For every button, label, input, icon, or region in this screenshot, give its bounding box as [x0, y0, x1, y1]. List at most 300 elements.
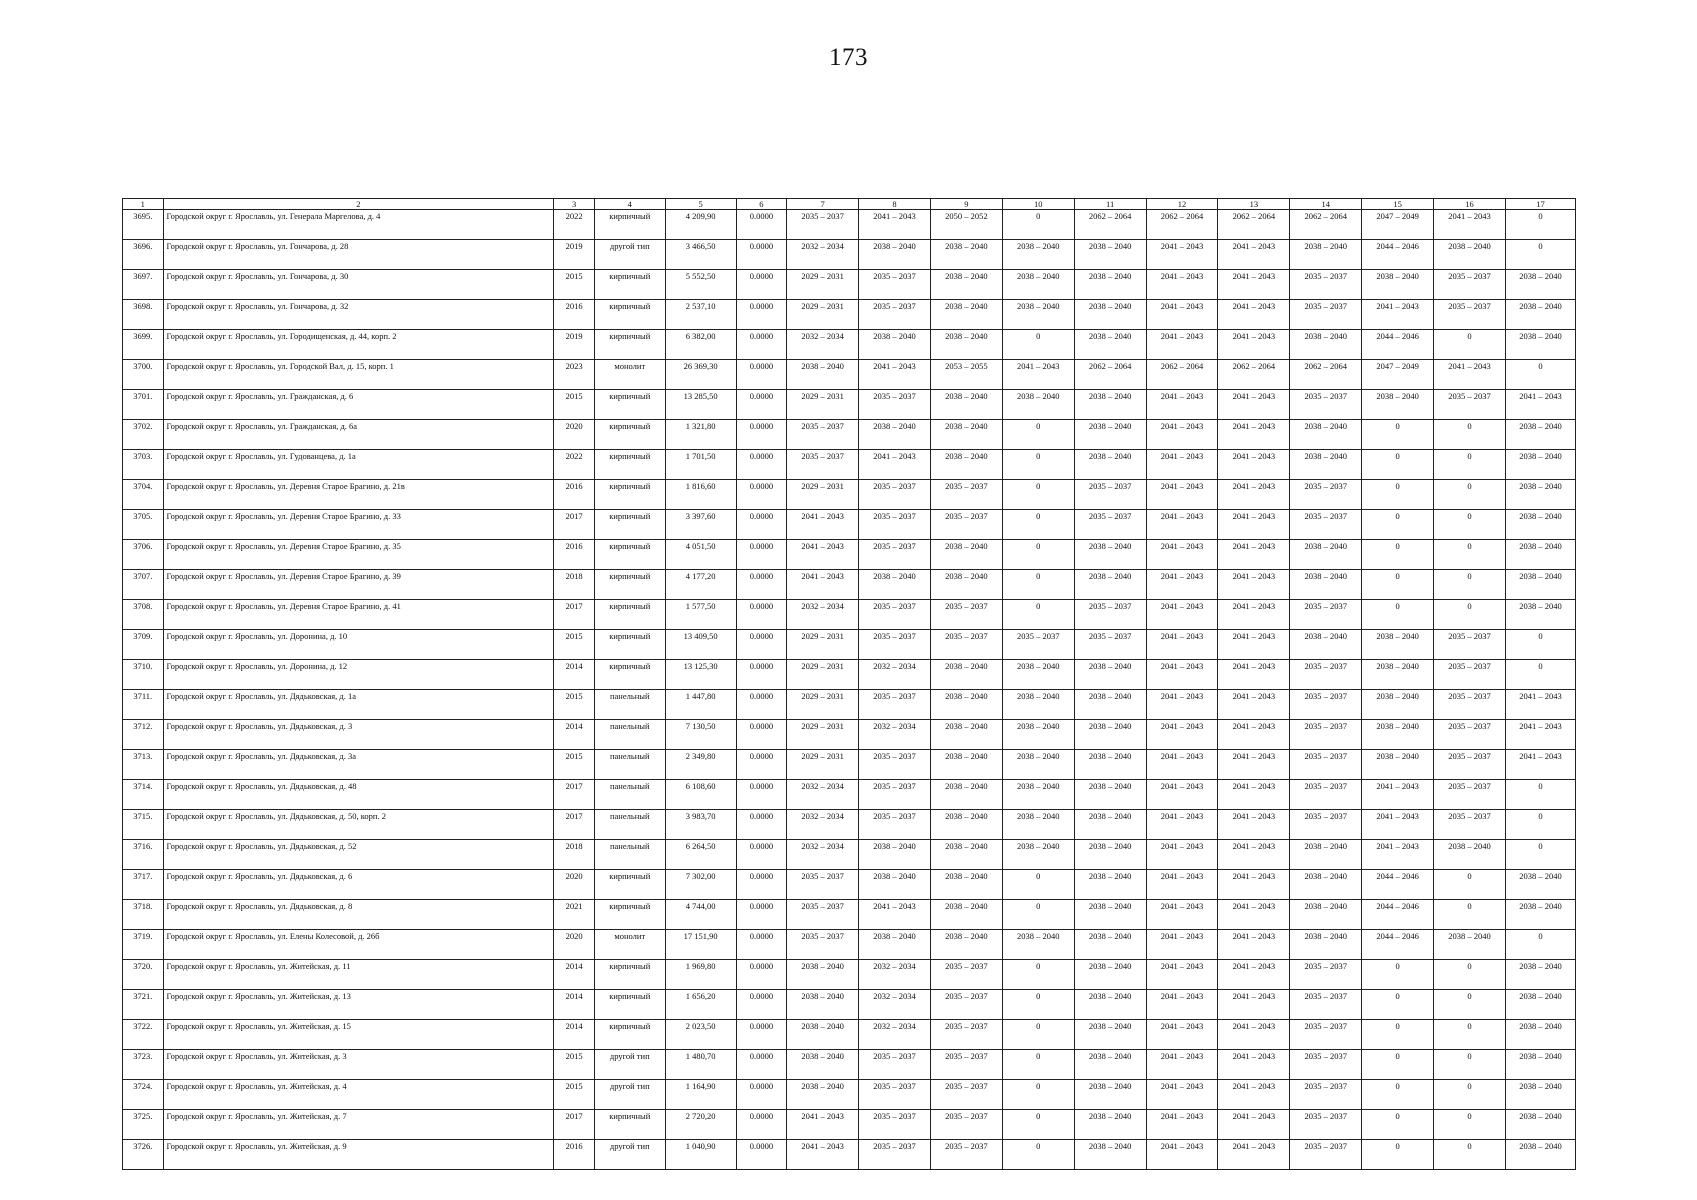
table-cell: 2038 – 2040 — [1434, 840, 1506, 870]
table-cell: 2041 – 2043 — [1434, 360, 1506, 390]
table-cell: 2038 – 2040 — [787, 1080, 859, 1110]
table-cell: 1 656,20 — [665, 990, 736, 1020]
table-cell: 0.0000 — [736, 540, 787, 570]
table-cell: 2038 – 2040 — [859, 870, 931, 900]
table-cell: 2038 – 2040 — [1074, 270, 1146, 300]
table-cell: 2041 – 2043 — [1146, 330, 1218, 360]
table-cell: 2019 — [554, 240, 595, 270]
table-cell: 2038 – 2040 — [1002, 810, 1074, 840]
table-cell: 2035 – 2037 — [1290, 1140, 1362, 1170]
address-cell: Городской округ г. Ярославль, ул. Житейская, д. 13 — [163, 990, 554, 1020]
table-cell: 0.0000 — [736, 1050, 787, 1080]
table-cell: 4 051,50 — [665, 540, 736, 570]
table-cell: 2017 — [554, 600, 595, 630]
table-cell: 2041 – 2043 — [859, 900, 931, 930]
table-cell: 2014 — [554, 960, 595, 990]
table-cell: 0 — [1362, 990, 1434, 1020]
table-cell: 2041 – 2043 — [1505, 390, 1575, 420]
table-cell: 0 — [1362, 570, 1434, 600]
table-row — [123, 360, 1576, 390]
table-cell: 2062 – 2064 — [1074, 210, 1146, 240]
table-cell: 2038 – 2040 — [1290, 570, 1362, 600]
table-row — [123, 660, 1576, 690]
row-number-cell: 3723. — [123, 1050, 164, 1080]
table-cell: 0 — [1002, 1110, 1074, 1140]
table-cell: 2038 – 2040 — [787, 990, 859, 1020]
address-cell: Городской округ г. Ярославль, ул. Дядьковская, д. 52 — [163, 840, 554, 870]
table-cell: 2041 – 2043 — [1146, 870, 1218, 900]
row-number-cell: 3714. — [123, 780, 164, 810]
table-cell: 2035 – 2037 — [1290, 750, 1362, 780]
table-cell: 2041 – 2043 — [1146, 990, 1218, 1020]
table-cell: 2016 — [554, 480, 595, 510]
table-cell: 2035 – 2037 — [1290, 510, 1362, 540]
table-cell: 2038 – 2040 — [1290, 420, 1362, 450]
table-cell: 2038 – 2040 — [1362, 750, 1434, 780]
table-cell: 0.0000 — [736, 630, 787, 660]
row-number-cell: 3715. — [123, 810, 164, 840]
table-cell: 0.0000 — [736, 780, 787, 810]
table-cell: кирпичный — [594, 900, 665, 930]
table-cell: 2022 — [554, 210, 595, 240]
column-header-17: 17 — [1505, 199, 1575, 210]
table-cell: 2017 — [554, 1110, 595, 1140]
table-cell: 2038 – 2040 — [1074, 240, 1146, 270]
table-cell: 2041 – 2043 — [1146, 1050, 1218, 1080]
table-cell: 4 744,00 — [665, 900, 736, 930]
table-cell: 0 — [1002, 1140, 1074, 1170]
table-cell: 2041 – 2043 — [1218, 630, 1290, 660]
table-row — [123, 240, 1576, 270]
table-row — [123, 210, 1576, 240]
table-cell: 2035 – 2037 — [1434, 780, 1506, 810]
table-cell: 2038 – 2040 — [1290, 540, 1362, 570]
table-cell: 2038 – 2040 — [1290, 930, 1362, 960]
table-cell: 2035 – 2037 — [859, 1080, 931, 1110]
table-row — [123, 810, 1576, 840]
table-cell: 0.0000 — [736, 750, 787, 780]
table-cell: кирпичный — [594, 300, 665, 330]
table-cell: 2029 – 2031 — [787, 660, 859, 690]
table-cell: 0.0000 — [736, 870, 787, 900]
table-cell: 0 — [1434, 1020, 1506, 1050]
table-cell: 13 125,30 — [665, 660, 736, 690]
table-cell: 7 130,50 — [665, 720, 736, 750]
table-cell: 2015 — [554, 270, 595, 300]
row-number-cell: 3702. — [123, 420, 164, 450]
table-cell: 2015 — [554, 1050, 595, 1080]
address-cell: Городской округ г. Ярославль, ул. Генерала Маргелова, д. 4 — [163, 210, 554, 240]
row-number-cell: 3717. — [123, 870, 164, 900]
table-row — [123, 390, 1576, 420]
table-cell: 7 302,00 — [665, 870, 736, 900]
table-cell: 2017 — [554, 510, 595, 540]
table-cell: 0.0000 — [736, 390, 787, 420]
table-cell: 2038 – 2040 — [1074, 660, 1146, 690]
table-cell: 2038 – 2040 — [1505, 960, 1575, 990]
table-cell: 2038 – 2040 — [787, 1050, 859, 1080]
table-cell: 2041 – 2043 — [1218, 510, 1290, 540]
table-row — [123, 570, 1576, 600]
table-cell: 2041 – 2043 — [1146, 1140, 1218, 1170]
table-cell: 2038 – 2040 — [1074, 870, 1146, 900]
table-cell: 2032 – 2034 — [859, 660, 931, 690]
table-body — [123, 210, 1576, 1170]
address-cell: Городской округ г. Ярославль, ул. Гончарова, д. 28 — [163, 240, 554, 270]
table-cell: 2062 – 2064 — [1290, 210, 1362, 240]
table-cell: 2035 – 2037 — [930, 630, 1002, 660]
table-cell: 2041 – 2043 — [1146, 960, 1218, 990]
table-cell: 2041 – 2043 — [1218, 1080, 1290, 1110]
table-cell: кирпичный — [594, 420, 665, 450]
table-cell: 0 — [1002, 570, 1074, 600]
table-cell: 0 — [1434, 990, 1506, 1020]
table-cell: 0 — [1434, 1050, 1506, 1080]
table-cell: 2038 – 2040 — [1074, 900, 1146, 930]
table-cell: 0 — [1434, 600, 1506, 630]
table-cell: 2015 — [554, 390, 595, 420]
table-cell: 0.0000 — [736, 360, 787, 390]
table-cell: 2032 – 2034 — [859, 1020, 931, 1050]
table-cell: 1 969,80 — [665, 960, 736, 990]
table-cell: 2014 — [554, 990, 595, 1020]
table-cell: 2041 – 2043 — [1218, 270, 1290, 300]
table-cell: 2038 – 2040 — [1074, 720, 1146, 750]
table-cell: 2038 – 2040 — [1074, 390, 1146, 420]
table-cell: 2035 – 2037 — [930, 990, 1002, 1020]
row-number-cell: 3698. — [123, 300, 164, 330]
table-row — [123, 450, 1576, 480]
table-cell: 2038 – 2040 — [1074, 1110, 1146, 1140]
table-cell: 4 209,90 — [665, 210, 736, 240]
table-cell: 2041 – 2043 — [1218, 390, 1290, 420]
table-cell: 2035 – 2037 — [930, 960, 1002, 990]
address-cell: Городской округ г. Ярославль, ул. Деревня Старое Брагино, д. 21в — [163, 480, 554, 510]
table-cell: 2038 – 2040 — [930, 900, 1002, 930]
table-cell: 2035 – 2037 — [1290, 690, 1362, 720]
table-cell: 2035 – 2037 — [787, 420, 859, 450]
table-cell: 2047 – 2049 — [1362, 210, 1434, 240]
table-row — [123, 330, 1576, 360]
table-cell: 2062 – 2064 — [1074, 360, 1146, 390]
table-cell: 2038 – 2040 — [1002, 720, 1074, 750]
row-number-cell: 3725. — [123, 1110, 164, 1140]
table-row — [123, 930, 1576, 960]
table-cell: 2041 – 2043 — [1146, 300, 1218, 330]
table-cell: 2038 – 2040 — [930, 780, 1002, 810]
table-cell: 2029 – 2031 — [787, 720, 859, 750]
column-header-6: 6 — [736, 199, 787, 210]
table-cell: 0 — [1002, 210, 1074, 240]
table-cell: 2032 – 2034 — [787, 330, 859, 360]
table-cell: 2044 – 2046 — [1362, 930, 1434, 960]
table-cell: 2035 – 2037 — [1290, 990, 1362, 1020]
table-row — [123, 690, 1576, 720]
table-cell: 0.0000 — [736, 660, 787, 690]
table-cell: кирпичный — [594, 210, 665, 240]
table-cell: 2035 – 2037 — [1290, 600, 1362, 630]
table-cell: 2041 – 2043 — [1218, 960, 1290, 990]
table-cell: 2038 – 2040 — [1002, 930, 1074, 960]
table-cell: 2035 – 2037 — [930, 1080, 1002, 1110]
table-cell: 2041 – 2043 — [787, 570, 859, 600]
address-cell: Городской округ г. Ярославль, ул. Житейская, д. 3 — [163, 1050, 554, 1080]
table-cell: 2038 – 2040 — [1074, 750, 1146, 780]
table-cell: 2035 – 2037 — [1074, 630, 1146, 660]
table-cell: 2035 – 2037 — [1074, 600, 1146, 630]
table-cell: 0 — [1505, 660, 1575, 690]
table-cell: 2038 – 2040 — [1074, 840, 1146, 870]
row-number-cell: 3719. — [123, 930, 164, 960]
address-cell: Городской округ г. Ярославль, ул. Дядьковская, д. 6 — [163, 870, 554, 900]
table-row — [123, 270, 1576, 300]
table-cell: кирпичный — [594, 660, 665, 690]
table-cell: 2041 – 2043 — [1146, 570, 1218, 600]
table-cell: 2032 – 2034 — [787, 240, 859, 270]
table-cell: 2041 – 2043 — [1218, 600, 1290, 630]
row-number-cell: 3711. — [123, 690, 164, 720]
table-cell: кирпичный — [594, 1110, 665, 1140]
table-cell: 2062 – 2064 — [1146, 210, 1218, 240]
table-cell: 0 — [1362, 1020, 1434, 1050]
table-cell: 2038 – 2040 — [859, 240, 931, 270]
table-cell: 0 — [1362, 420, 1434, 450]
column-header-16: 16 — [1434, 199, 1506, 210]
table-cell: 2038 – 2040 — [1074, 780, 1146, 810]
table-cell: панельный — [594, 720, 665, 750]
table-cell: 2062 – 2064 — [1218, 210, 1290, 240]
table-cell: 2038 – 2040 — [859, 420, 931, 450]
table-cell: 2038 – 2040 — [1505, 510, 1575, 540]
address-cell: Городской округ г. Ярославль, ул. Дядьковская, д. 3а — [163, 750, 554, 780]
table-cell: 2023 — [554, 360, 595, 390]
table-cell: 0 — [1434, 330, 1506, 360]
table-cell: 2018 — [554, 570, 595, 600]
table-cell: 0.0000 — [736, 690, 787, 720]
table-cell: кирпичный — [594, 480, 665, 510]
table-cell: 2041 – 2043 — [1218, 750, 1290, 780]
table-cell: 2041 – 2043 — [1218, 1050, 1290, 1080]
table-cell: 2038 – 2040 — [1002, 690, 1074, 720]
table-cell: 0 — [1434, 900, 1506, 930]
table-cell: 2041 – 2043 — [1218, 330, 1290, 360]
table-cell: 0 — [1362, 480, 1434, 510]
table-cell: 0 — [1434, 480, 1506, 510]
table-cell: 2038 – 2040 — [930, 270, 1002, 300]
row-number-cell: 3704. — [123, 480, 164, 510]
table-cell: 2 023,50 — [665, 1020, 736, 1050]
table-cell: 2041 – 2043 — [1434, 210, 1506, 240]
table-cell: 2035 – 2037 — [787, 930, 859, 960]
table-cell: 2038 – 2040 — [787, 1020, 859, 1050]
page-number: 173 — [829, 44, 868, 71]
table-cell: 2047 – 2049 — [1362, 360, 1434, 390]
table-cell: 2038 – 2040 — [930, 750, 1002, 780]
row-number-cell: 3726. — [123, 1140, 164, 1170]
table-cell: 2038 – 2040 — [1074, 450, 1146, 480]
row-number-cell: 3708. — [123, 600, 164, 630]
table-cell: 0 — [1434, 570, 1506, 600]
address-cell: Городской округ г. Ярославль, ул. Дядьковская, д. 50, корп. 2 — [163, 810, 554, 840]
table-cell: 2035 – 2037 — [1434, 270, 1506, 300]
address-cell: Городской округ г. Ярославль, ул. Дядьковская, д. 1а — [163, 690, 554, 720]
table-cell: 0 — [1505, 360, 1575, 390]
table-cell: 2041 – 2043 — [1218, 570, 1290, 600]
column-header-8: 8 — [859, 199, 931, 210]
table-cell: 2038 – 2040 — [930, 240, 1002, 270]
table-cell: 2035 – 2037 — [787, 210, 859, 240]
table-cell: 0.0000 — [736, 270, 787, 300]
table-cell: 2041 – 2043 — [1146, 840, 1218, 870]
table-cell: 2035 – 2037 — [930, 1050, 1002, 1080]
table-cell: 2041 – 2043 — [787, 1140, 859, 1170]
table-cell: 0 — [1434, 510, 1506, 540]
table-cell: 2020 — [554, 930, 595, 960]
table-cell: 0 — [1002, 1080, 1074, 1110]
table-cell: 0.0000 — [736, 1140, 787, 1170]
table-cell: 2038 – 2040 — [930, 300, 1002, 330]
table-cell: 0 — [1362, 960, 1434, 990]
row-number-cell: 3713. — [123, 750, 164, 780]
table-cell: 2038 – 2040 — [930, 540, 1002, 570]
table-row — [123, 840, 1576, 870]
table-cell: 2035 – 2037 — [859, 810, 931, 840]
address-cell: Городской округ г. Ярославль, ул. Житейская, д. 4 — [163, 1080, 554, 1110]
table-cell: 2035 – 2037 — [859, 630, 931, 660]
table-row — [123, 300, 1576, 330]
table-cell: 2032 – 2034 — [859, 960, 931, 990]
table-cell: 2041 – 2043 — [1218, 720, 1290, 750]
table-cell: 2041 – 2043 — [859, 450, 931, 480]
table-cell: 6 382,00 — [665, 330, 736, 360]
table-cell: 2035 – 2037 — [1290, 1080, 1362, 1110]
address-cell: Городской округ г. Ярославль, ул. Житейская, д. 11 — [163, 960, 554, 990]
table-cell: 0 — [1362, 450, 1434, 480]
table-cell: 2035 – 2037 — [1290, 1050, 1362, 1080]
table-cell: 2038 – 2040 — [787, 960, 859, 990]
table-cell: 0 — [1362, 1110, 1434, 1140]
table-cell: 2017 — [554, 810, 595, 840]
table-cell: 0 — [1002, 870, 1074, 900]
table-cell: 0 — [1505, 810, 1575, 840]
table-cell: панельный — [594, 780, 665, 810]
table-cell: 2044 – 2046 — [1362, 240, 1434, 270]
table-cell: 2041 – 2043 — [1218, 930, 1290, 960]
table-cell: 2041 – 2043 — [1218, 1020, 1290, 1050]
table-cell: 2038 – 2040 — [930, 450, 1002, 480]
table-cell: 2035 – 2037 — [859, 480, 931, 510]
table-cell: 2038 – 2040 — [1002, 240, 1074, 270]
table-cell: 2038 – 2040 — [859, 570, 931, 600]
table-cell: 2017 — [554, 780, 595, 810]
address-cell: Городской округ г. Ярославль, ул. Доронина, д. 12 — [163, 660, 554, 690]
table-cell: 0.0000 — [736, 600, 787, 630]
table-cell: 2035 – 2037 — [1002, 630, 1074, 660]
table-cell: панельный — [594, 840, 665, 870]
table-cell: 2041 – 2043 — [1146, 690, 1218, 720]
address-cell: Городской округ г. Ярославль, ул. Деревня Старое Брагино, д. 41 — [163, 600, 554, 630]
table-cell: 2032 – 2034 — [787, 600, 859, 630]
table-cell: 2041 – 2043 — [1146, 600, 1218, 630]
table-cell: 0.0000 — [736, 1080, 787, 1110]
table-cell: 2038 – 2040 — [1002, 780, 1074, 810]
table-cell: другой тип — [594, 1140, 665, 1170]
table-cell: 2035 – 2037 — [859, 690, 931, 720]
table-cell: 2041 – 2043 — [1218, 240, 1290, 270]
column-header-10: 10 — [1002, 199, 1074, 210]
table-cell: 2041 – 2043 — [1505, 750, 1575, 780]
table-cell: 2062 – 2064 — [1290, 360, 1362, 390]
table-cell: 6 264,50 — [665, 840, 736, 870]
table-cell: 0.0000 — [736, 570, 787, 600]
row-number-cell: 3703. — [123, 450, 164, 480]
table-cell: 0 — [1362, 1140, 1434, 1170]
table-cell: 1 164,90 — [665, 1080, 736, 1110]
table-cell: 2038 – 2040 — [1290, 870, 1362, 900]
table-cell: 2041 – 2043 — [1218, 900, 1290, 930]
table-cell: 1 447,80 — [665, 690, 736, 720]
table-row — [123, 420, 1576, 450]
table-cell: 2035 – 2037 — [1290, 960, 1362, 990]
table-cell: 2035 – 2037 — [1434, 660, 1506, 690]
table-cell: 2029 – 2031 — [787, 690, 859, 720]
table-cell: 2032 – 2034 — [787, 810, 859, 840]
table-cell: 2038 – 2040 — [1290, 450, 1362, 480]
table-cell: 26 369,30 — [665, 360, 736, 390]
table-cell: 2035 – 2037 — [1290, 660, 1362, 690]
table-cell: 0 — [1002, 600, 1074, 630]
table-cell: 2038 – 2040 — [859, 840, 931, 870]
table-cell: 0 — [1002, 480, 1074, 510]
column-header-7: 7 — [787, 199, 859, 210]
table-cell: 0 — [1002, 540, 1074, 570]
table-cell: 2035 – 2037 — [1434, 630, 1506, 660]
table-cell: 2038 – 2040 — [930, 840, 1002, 870]
table-cell: 2035 – 2037 — [1290, 1110, 1362, 1140]
table-cell: 2041 – 2043 — [1146, 630, 1218, 660]
table-cell: 2041 – 2043 — [1218, 300, 1290, 330]
table-cell: 2041 – 2043 — [1218, 540, 1290, 570]
table-cell: 0.0000 — [736, 720, 787, 750]
table-cell: 2035 – 2037 — [859, 540, 931, 570]
table-cell: 2038 – 2040 — [1434, 930, 1506, 960]
table-cell: 2035 – 2037 — [1434, 690, 1506, 720]
row-number-cell: 3705. — [123, 510, 164, 540]
table-cell: кирпичный — [594, 630, 665, 660]
table-cell: 2035 – 2037 — [1290, 1020, 1362, 1050]
table-cell: 2035 – 2037 — [787, 870, 859, 900]
table-cell: 2038 – 2040 — [1074, 690, 1146, 720]
table-cell: 2038 – 2040 — [1362, 690, 1434, 720]
row-number-cell: 3707. — [123, 570, 164, 600]
column-header-9: 9 — [930, 199, 1002, 210]
table-cell: 2038 – 2040 — [1505, 540, 1575, 570]
row-number-cell: 3722. — [123, 1020, 164, 1050]
address-cell: Городской округ г. Ярославль, ул. Гражданская, д. 6а — [163, 420, 554, 450]
table-cell: 2041 – 2043 — [1505, 720, 1575, 750]
table-row — [123, 1050, 1576, 1080]
table-row — [123, 780, 1576, 810]
table-cell: 0.0000 — [736, 900, 787, 930]
address-cell: Городской округ г. Ярославль, ул. Елены Колесовой, д. 26б — [163, 930, 554, 960]
table-cell: 0 — [1434, 870, 1506, 900]
table-cell: 2035 – 2037 — [859, 780, 931, 810]
table-row — [123, 540, 1576, 570]
table-cell: 2038 – 2040 — [1505, 300, 1575, 330]
table-cell: 2038 – 2040 — [1362, 660, 1434, 690]
column-header-5: 5 — [665, 199, 736, 210]
table-cell: 2038 – 2040 — [1290, 330, 1362, 360]
